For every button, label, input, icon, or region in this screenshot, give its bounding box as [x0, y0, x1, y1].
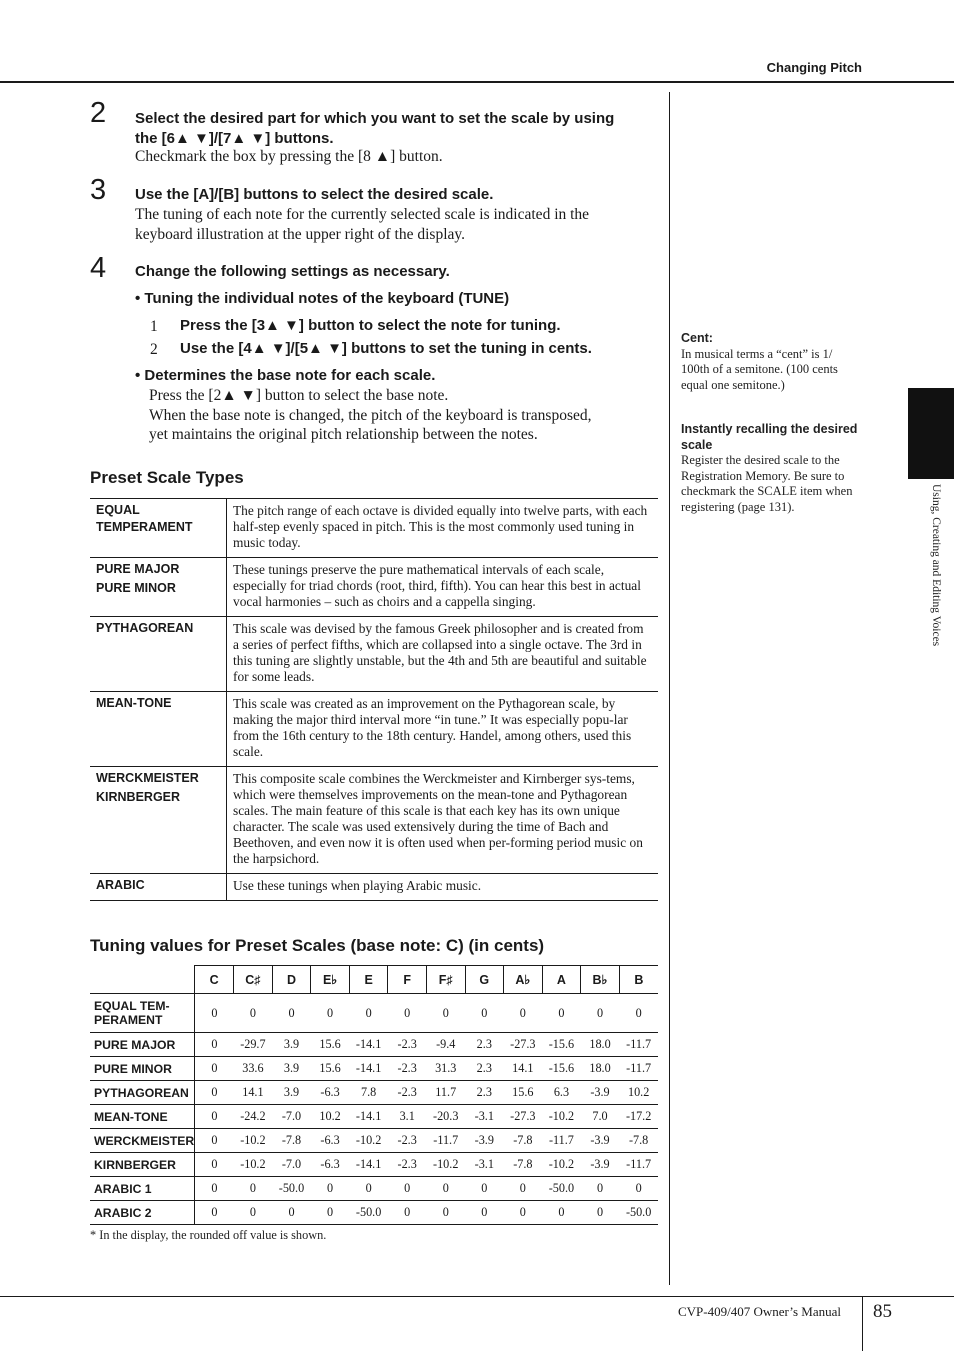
note-line: Registration Memory. Be sure to — [681, 468, 845, 483]
substep-number: 1 — [150, 318, 158, 335]
table-cell: 0 — [465, 994, 504, 1033]
table-cell: -2.3 — [388, 1153, 427, 1177]
table-cell: 3.9 — [272, 1057, 311, 1081]
step-4-title: Change the following settings as necessary. — [135, 263, 450, 280]
step-2-title-line: the [6▲ ▼]/[7▲ ▼] buttons. — [135, 129, 334, 147]
table-cell: 0 — [195, 1105, 234, 1129]
table-row — [90, 1105, 658, 1129]
table-row — [90, 1033, 658, 1057]
table-footnote: * In the display, the rounded off value is shown. — [90, 1228, 327, 1242]
step-3-title: Use the [A]/[B] buttons to select the desired scale. — [135, 186, 494, 203]
table-cell: -50.0 — [272, 1177, 311, 1201]
table-cell: 15.6 — [504, 1081, 543, 1105]
note-line: 100th of a semitone. (100 cents — [681, 362, 838, 376]
table-cell: -10.2 — [349, 1129, 388, 1153]
table-cell: 0 — [195, 1033, 234, 1057]
table-cell: 0 — [542, 1201, 581, 1225]
step-number: 4 — [90, 252, 107, 284]
row-header-line: KIRNBERGER — [94, 1157, 176, 1172]
table-cell: 0 — [195, 1129, 234, 1153]
table-cell: -11.7 — [619, 1153, 658, 1177]
note-line: checkmark the SCALE item when — [681, 484, 853, 498]
table-cell: -50.0 — [619, 1201, 658, 1225]
note-title: Instantly recalling the desired — [681, 422, 858, 436]
section-heading: Preset Scale Types — [90, 468, 244, 487]
table-cell: 0 — [388, 1177, 427, 1201]
table-row — [90, 1153, 658, 1177]
column-header: E♭ — [311, 966, 350, 994]
row-header-line: ARABIC 1 — [94, 1181, 152, 1196]
row-header-line: PURE MAJOR — [94, 1037, 176, 1052]
table-cell: -15.6 — [542, 1057, 581, 1081]
table-cell: -11.7 — [619, 1033, 658, 1057]
table-cell: -6.3 — [311, 1153, 350, 1177]
row-header-line: PURE MINOR — [94, 1061, 172, 1076]
table-row — [90, 1081, 658, 1105]
table-cell: 0 — [426, 994, 465, 1033]
table-row — [90, 1129, 658, 1153]
table-cell: 0 — [426, 1201, 465, 1225]
step-number: 3 — [90, 174, 107, 206]
scale-description: Use these tunings when playing Arabic music. — [227, 874, 659, 901]
table-row — [90, 499, 658, 558]
table-cell: 0 — [234, 1201, 273, 1225]
table-row — [90, 558, 658, 617]
row-header — [90, 1129, 195, 1153]
scale-name: MEAN-TONE — [96, 696, 172, 710]
scale-description: This scale was created as an improvement on the Pythagorean scale, by making the major third interval more “in tune.” It was especially popu-lar from the 16th century to the 18th century. Handel, among others, used this scale. — [227, 692, 659, 767]
table-cell: 10.2 — [619, 1081, 658, 1105]
table-cell: -14.1 — [349, 1153, 388, 1177]
table-cell: 0 — [349, 1177, 388, 1201]
scale-name: KIRNBERGER — [96, 790, 181, 804]
table-row — [90, 1177, 658, 1201]
sidebar-note-cent — [681, 331, 866, 393]
row-header-line: WERCKMEISTER — [94, 1133, 195, 1148]
table-cell: -10.2 — [542, 1105, 581, 1129]
scale-name-cell — [90, 874, 227, 901]
scale-name-cell — [90, 617, 227, 692]
table-cell: 0 — [195, 994, 234, 1033]
table-cell: 0 — [504, 994, 543, 1033]
row-header — [90, 1105, 195, 1129]
table-cell: 0 — [311, 1177, 350, 1201]
table-cell: -2.3 — [388, 1081, 427, 1105]
note-line: registering (page 131). — [681, 499, 795, 514]
table-cell: 0 — [619, 1177, 658, 1201]
table-row — [90, 874, 658, 901]
running-header: Changing Pitch — [766, 60, 862, 75]
column-header: G — [465, 966, 504, 994]
table-cell: 0 — [581, 1177, 620, 1201]
step-2-title — [135, 109, 614, 148]
chapter-tab-label: Using, Creating and Editing Voices — [930, 484, 942, 647]
column-header: F♯ — [426, 966, 465, 994]
table-row — [90, 617, 658, 692]
table-cell: 15.6 — [311, 1057, 350, 1081]
table-cell: 0 — [426, 1177, 465, 1201]
table-cell: 14.1 — [234, 1081, 273, 1105]
table-cell: 14.1 — [504, 1057, 543, 1081]
step-number: 2 — [90, 97, 107, 129]
scale-name: ARABIC — [96, 878, 145, 892]
substep-1: Press the [3▲ ▼] button to select the note for tuning. — [180, 317, 561, 334]
table-cell: -10.2 — [234, 1153, 273, 1177]
column-header: A♭ — [504, 966, 543, 994]
table-cell: 0 — [542, 994, 581, 1033]
section-heading: Tuning values for Preset Scales (base note: C) (in cents) — [90, 936, 545, 955]
scale-name-cell — [90, 692, 227, 767]
table-cell: -7.0 — [272, 1153, 311, 1177]
scale-description: This composite scale combines the Werckmeister and Kirnberger sys-tems, which were themselves improvements on the mean-tone and Pythagorean scales. The main feature of this scale is that each key has its own unique character. The scale was used extensively during the time of Bach and Beethoven, and even now it is often used when per-forming period music on the harpsichord. — [227, 767, 659, 874]
scale-name-cell — [90, 558, 227, 617]
column-header: C — [195, 966, 234, 994]
footer-rule — [0, 1296, 954, 1297]
table-cell: -24.2 — [234, 1105, 273, 1129]
table-cell: -3.9 — [465, 1129, 504, 1153]
table-cell: -10.2 — [542, 1153, 581, 1177]
table-cell: -7.8 — [504, 1153, 543, 1177]
table-cell: -11.7 — [619, 1057, 658, 1081]
table-cell: 6.3 — [542, 1081, 581, 1105]
table-cell: -50.0 — [349, 1201, 388, 1225]
table-cell: -14.1 — [349, 1033, 388, 1057]
column-header: A — [542, 966, 581, 994]
base-bullet-line: yet maintains the original pitch relationship between the notes. — [149, 426, 538, 443]
table-cell: 3.1 — [388, 1105, 427, 1129]
base-bullet-title: • Determines the base note for each scale. — [135, 367, 436, 384]
table-cell: 33.6 — [234, 1057, 273, 1081]
step-2-body: Checkmark the box by pressing the [8 ▲] button. — [135, 148, 443, 165]
table-cell: -7.0 — [272, 1105, 311, 1129]
table-cell: -3.1 — [465, 1153, 504, 1177]
table-cell: 0 — [619, 994, 658, 1033]
table-cell: 0 — [272, 994, 311, 1033]
note-title: scale — [681, 437, 713, 452]
row-header-line: PYTHAGOREAN — [94, 1085, 189, 1100]
table-cell: 3.9 — [272, 1081, 311, 1105]
table-cell: -7.8 — [272, 1129, 311, 1153]
note-line: In musical terms a “cent” is 1/ — [681, 346, 833, 361]
table-cell: 15.6 — [311, 1033, 350, 1057]
table-cell: 0 — [195, 1201, 234, 1225]
table-cell: 2.3 — [465, 1057, 504, 1081]
table-cell: 0 — [195, 1153, 234, 1177]
tune-bullet-title: • Tuning the individual notes of the keyboard (TUNE) — [135, 290, 510, 307]
table-cell: 3.9 — [272, 1033, 311, 1057]
row-header-line: ARABIC 2 — [94, 1205, 152, 1220]
scale-name: PURE MAJOR — [96, 562, 180, 576]
table-cell: -11.7 — [542, 1129, 581, 1153]
table-row — [90, 692, 658, 767]
scale-name: TEMPERAMENT — [96, 520, 193, 534]
row-header-line: PERAMENT — [94, 1013, 163, 1027]
column-header: B — [619, 966, 658, 994]
column-header: D — [272, 966, 311, 994]
substep-2: Use the [4▲ ▼]/[5▲ ▼] buttons to set the tuning in cents. — [180, 340, 592, 357]
scale-name: PURE MINOR — [96, 581, 176, 595]
table-cell: 31.3 — [426, 1057, 465, 1081]
table-cell: -10.2 — [234, 1129, 273, 1153]
note-title: Cent: — [681, 331, 713, 345]
footer-divider — [862, 1296, 863, 1351]
scale-description: These tunings preserve the pure mathematical intervals of each scale, especially for triad chords (root, third, fifth). You can hear this best in actual vocal harmonies – such as choirs and a cappella singing. — [227, 558, 659, 617]
column-header: B♭ — [581, 966, 620, 994]
table-cell: -3.9 — [581, 1153, 620, 1177]
scale-name-cell — [90, 499, 227, 558]
table-cell: -2.3 — [388, 1033, 427, 1057]
row-header — [90, 1081, 195, 1105]
table-cell: -14.1 — [349, 1105, 388, 1129]
table-cell: -7.8 — [504, 1129, 543, 1153]
table-cell: 0 — [195, 1081, 234, 1105]
table-cell: 0 — [504, 1201, 543, 1225]
table-cell: 0 — [311, 1201, 350, 1225]
table-cell: 0 — [195, 1177, 234, 1201]
scale-name: WERCKMEISTER — [96, 771, 199, 785]
scale-description: The pitch range of each octave is divided equally into twelve parts, with each half-step evenly spaced in pitch. This is the most commonly used tuning in music today. — [227, 499, 659, 558]
table-cell: 0 — [504, 1177, 543, 1201]
base-bullet-line: Press the [2▲ ▼] button to select the base note. — [149, 387, 449, 404]
column-divider — [669, 92, 670, 1285]
base-bullet-body — [149, 386, 591, 445]
substep-number: 2 — [150, 341, 158, 358]
scale-name: PYTHAGOREAN — [96, 621, 194, 635]
table-cell: 0 — [465, 1201, 504, 1225]
sidebar-note-recall — [681, 422, 871, 515]
table-cell: -3.1 — [465, 1105, 504, 1129]
table-cell: 2.3 — [465, 1033, 504, 1057]
step-3-body — [135, 205, 589, 244]
table-cell: -9.4 — [426, 1033, 465, 1057]
table-cell: -10.2 — [426, 1153, 465, 1177]
tuning-values-table — [90, 965, 658, 1225]
table-cell: -27.3 — [504, 1033, 543, 1057]
footer-manual-title: CVP-409/407 Owner’s Manual — [678, 1304, 841, 1319]
column-header: C♯ — [234, 966, 273, 994]
scale-description: This scale was devised by the famous Greek philosopher and is created from a series of perfect fifths, which are collapsed into a single octave. The 3rd in this tuning are slightly unstable, but the 4th and 5th are beautiful and suitable for some leads. — [227, 617, 659, 692]
preset-scale-table — [90, 498, 658, 901]
table-cell: 2.3 — [465, 1081, 504, 1105]
note-line: Register the desired scale to the — [681, 453, 840, 467]
row-header-line: EQUAL TEM- — [94, 999, 170, 1013]
table-cell: 0 — [581, 1201, 620, 1225]
table-cell: -7.8 — [619, 1129, 658, 1153]
table-cell: -6.3 — [311, 1129, 350, 1153]
table-cell: -3.9 — [581, 1081, 620, 1105]
table-cell: -2.3 — [388, 1129, 427, 1153]
row-header — [90, 1177, 195, 1201]
table-cell: 18.0 — [581, 1033, 620, 1057]
table-cell: -50.0 — [542, 1177, 581, 1201]
table-cell: 7.0 — [581, 1105, 620, 1129]
table-cell: 11.7 — [426, 1081, 465, 1105]
row-header — [90, 1033, 195, 1057]
table-row — [90, 994, 658, 1033]
table-cell: 0 — [581, 994, 620, 1033]
table-corner — [90, 966, 195, 994]
row-header — [90, 1153, 195, 1177]
row-header — [90, 1057, 195, 1081]
table-cell: 10.2 — [311, 1105, 350, 1129]
step-3-body-line: The tuning of each note for the currently selected scale is indicated in the — [135, 206, 590, 223]
row-header — [90, 1201, 195, 1225]
table-cell: 0 — [349, 994, 388, 1033]
table-cell: 0 — [234, 1177, 273, 1201]
table-cell: 0 — [311, 994, 350, 1033]
table-cell: -20.3 — [426, 1105, 465, 1129]
base-bullet-line: When the base note is changed, the pitch of the keyboard is transposed, — [149, 406, 592, 424]
column-header: E — [349, 966, 388, 994]
table-cell: -27.3 — [504, 1105, 543, 1129]
table-cell: -29.7 — [234, 1033, 273, 1057]
table-cell: 0 — [195, 1057, 234, 1081]
table-cell: -3.9 — [581, 1129, 620, 1153]
table-row — [90, 767, 658, 874]
table-cell: 7.8 — [349, 1081, 388, 1105]
table-cell: 18.0 — [581, 1057, 620, 1081]
chapter-tab — [908, 388, 954, 479]
table-cell: -15.6 — [542, 1033, 581, 1057]
scale-name: EQUAL — [96, 503, 140, 517]
table-cell: -14.1 — [349, 1057, 388, 1081]
table-row — [90, 1201, 658, 1225]
table-row — [90, 1057, 658, 1081]
table-cell: -2.3 — [388, 1057, 427, 1081]
table-cell: -6.3 — [311, 1081, 350, 1105]
row-header-line: MEAN-TONE — [94, 1109, 168, 1124]
step-2-title-line: Select the desired part for which you want to set the scale by using — [135, 110, 615, 127]
table-cell: 0 — [272, 1201, 311, 1225]
row-header — [90, 994, 195, 1033]
note-line: equal one semitone.) — [681, 377, 785, 392]
column-header: F — [388, 966, 427, 994]
page-number: 85 — [873, 1301, 892, 1322]
table-cell: 0 — [388, 1201, 427, 1225]
table-cell: 0 — [465, 1177, 504, 1201]
scale-name-cell — [90, 767, 227, 874]
step-3-body-line: keyboard illustration at the upper right of the display. — [135, 225, 466, 243]
header-rule — [0, 81, 954, 83]
table-cell: -11.7 — [426, 1129, 465, 1153]
table-cell: 0 — [234, 994, 273, 1033]
table-cell: -17.2 — [619, 1105, 658, 1129]
table-cell: 0 — [388, 994, 427, 1033]
